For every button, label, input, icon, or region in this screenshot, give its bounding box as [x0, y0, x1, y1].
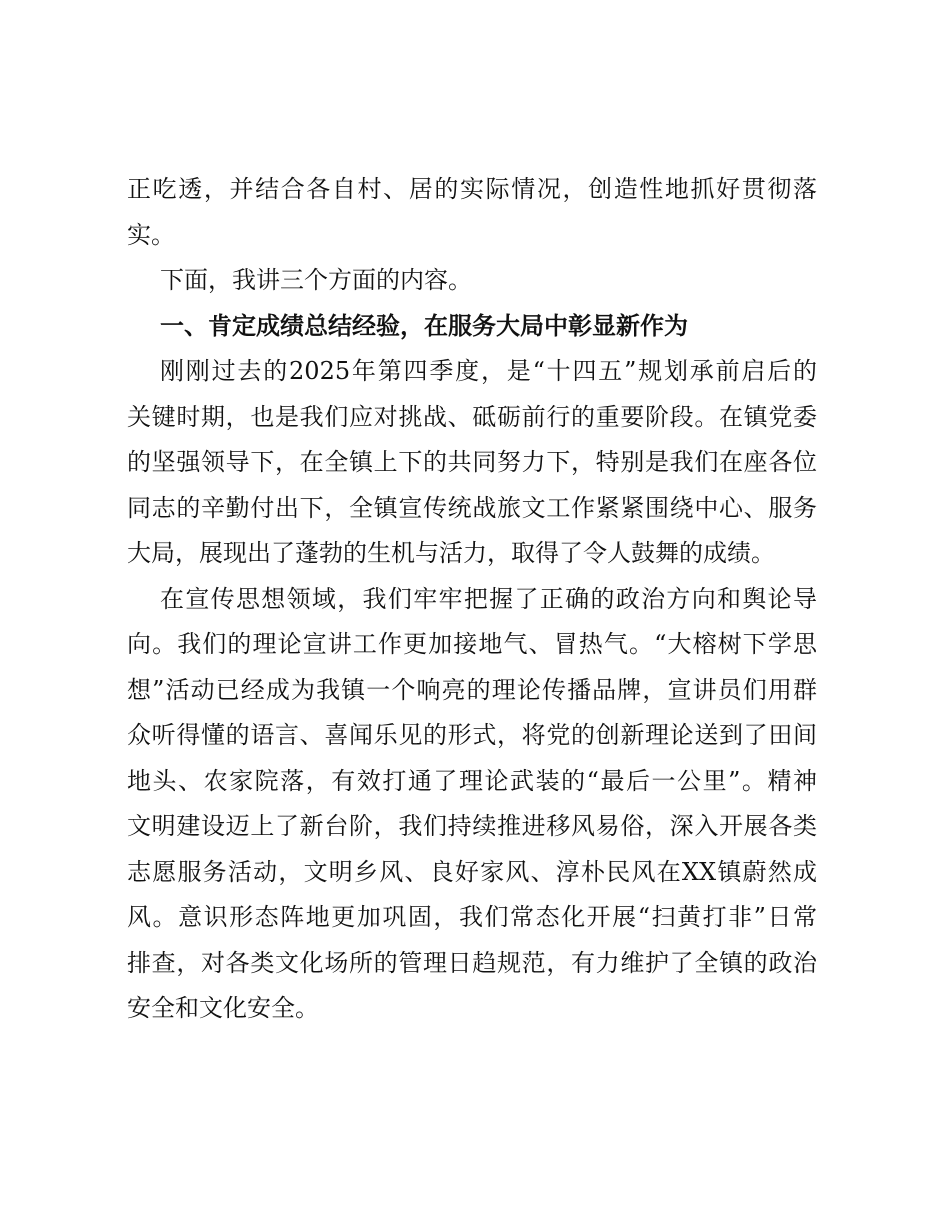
section-heading: 一、肯定成绩总结经验，在服务大局中彰显新作为	[160, 312, 688, 340]
paragraph-line: 志愿服务活动，文明乡风、良好家风、淳朴民风在XX镇蔚然成	[127, 858, 817, 886]
paragraph-line: 向。我们的理论宣讲工作更加接地气、冒热气。“大榕树下学思	[127, 630, 817, 658]
paragraph-line: 风。意识形态阵地更加巩固，我们常态化开展“扫黄打非”日常	[127, 903, 817, 931]
paragraph-line: 下面，我讲三个方面的内容。	[160, 266, 472, 294]
paragraph-line: 刚刚过去的2025年第四季度，是“十四五”规划承前启后的	[160, 357, 817, 385]
paragraph-line: 的坚强领导下，在全镇上下的共同努力下，特别是我们在座各位	[127, 448, 817, 476]
paragraph-line: 想”活动已经成为我镇一个响亮的理论传播品牌，宣讲员们用群	[127, 676, 817, 704]
paragraph-line: 地头、农家院落，有效打通了理论武装的“最后一公里”。精神	[127, 767, 817, 795]
paragraph-line: 众听得懂的语言、喜闻乐见的形式，将党的创新理论送到了田间	[127, 721, 817, 749]
paragraph-line: 排查，对各类文化场所的管理日趋规范，有力维护了全镇的政治	[127, 949, 817, 977]
paragraph-line: 文明建设迈上了新台阶，我们持续推进移风易俗，深入开展各类	[127, 812, 817, 840]
paragraph-line: 正吃透，并结合各自村、居的实际情况，创造性地抓好贯彻落	[127, 175, 817, 203]
paragraph-line: 关键时期，也是我们应对挑战、砥砺前行的重要阶段。在镇党委	[127, 403, 817, 431]
paragraph-line: 实。	[127, 221, 175, 249]
paragraph-line: 在宣传思想领域，我们牢牢把握了正确的政治方向和舆论导	[160, 585, 817, 613]
paragraph-line: 大局，展现出了蓬勃的生机与活力，取得了令人鼓舞的成绩。	[127, 539, 775, 567]
paragraph-line: 同志的辛勤付出下，全镇宣传统战旅文工作紧紧围绕中心、服务	[127, 494, 817, 522]
paragraph-line: 安全和文化安全。	[127, 994, 319, 1022]
